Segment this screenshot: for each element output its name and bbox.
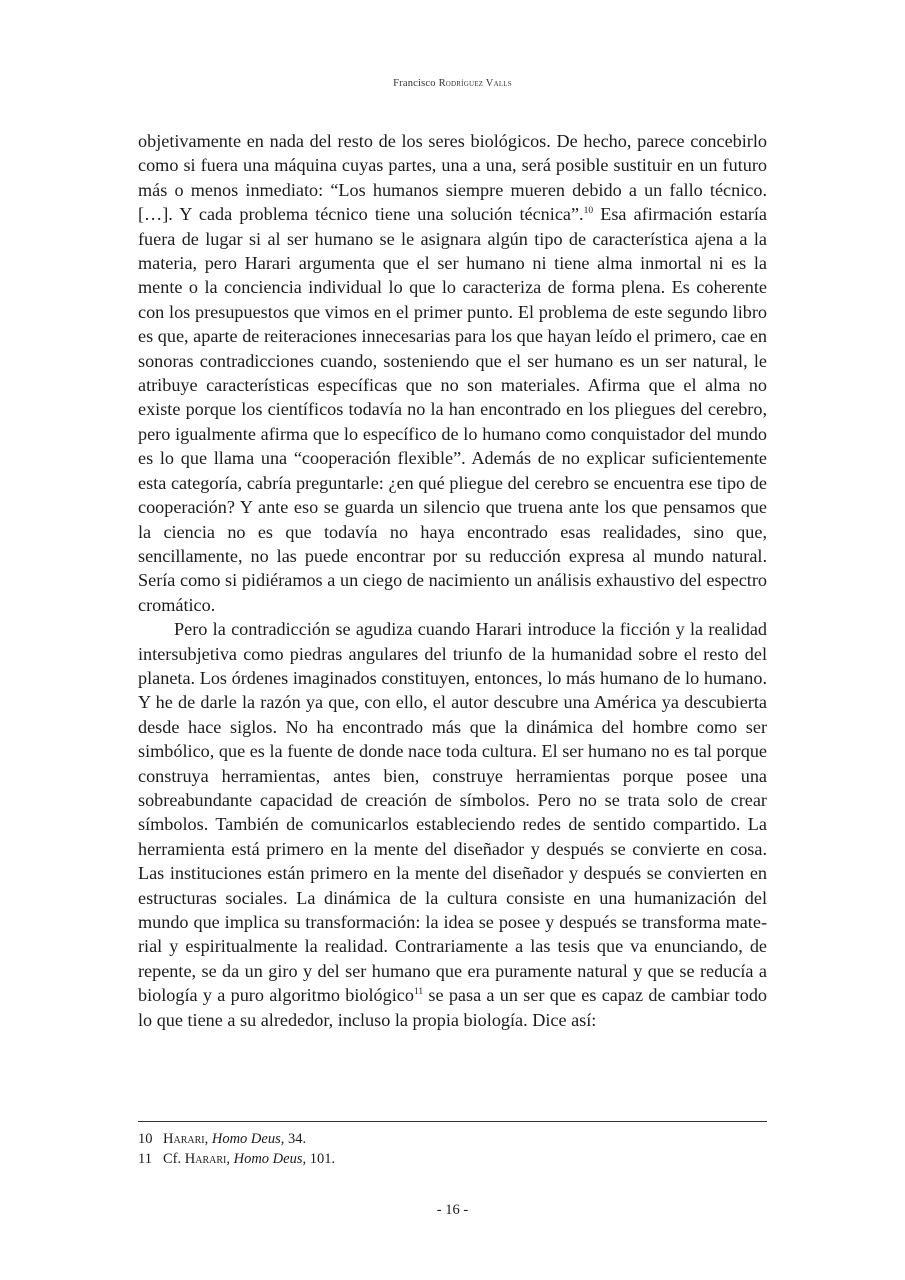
footnote-number: 10 [138, 1131, 153, 1147]
paragraph-2 [138, 617, 767, 1032]
footnote-text [163, 1129, 306, 1149]
footnote-text [163, 1149, 335, 1169]
paragraph-2-text-b: se pasa a un ser que es capaz de cambiar todo lo que tiene a su alrededor, incluso la propia biología. Dice así: [138, 985, 768, 1030]
paragraph-1-text-a: objetivamente en nada del resto de los seres biológicos. De hecho, parece concebirlo como si fuera una máquina cuyas partes, una a una, será posible sustituir en un futuro más o menos inmediato: “Los humanos siempre mueren debido a un fallo técnico. […]. Y cada problema técnico tiene una solución técnica”. [138, 131, 767, 225]
footnote-author: Harari, [184, 1151, 230, 1167]
page-number: - 16 - [436, 1202, 469, 1218]
footnote-page: , 34. [280, 1131, 307, 1147]
footnote-11 [138, 1149, 767, 1169]
footnote-prefix: Cf. [163, 1151, 185, 1167]
paragraph-1 [138, 129, 767, 617]
footnote-author: Harari, [163, 1131, 209, 1147]
body-text [138, 129, 767, 1032]
footnotes [138, 1129, 767, 1169]
footnote-work-title: Homo Deus [233, 1151, 303, 1167]
paragraph-1-text-b: Esa afirmación estaría fuera de lugar si al ser humano se le asignara algún tipo de característica ajena a la materia, pero Harari argumenta que el ser humano ni tiene alma inmortal ni es la mente o la conciencia individual lo que lo caracteriza de forma plena. Es coherente con los presupuestos que vimos en el primer punto. El problema de este segundo libro es que, aparte de reiteraciones innecesarias para los que hayan leído el primero, cae en sonoras contradicciones cuando, sosteniendo que el ser humano es un ser natural, le atribuye características específicas que no son materiales. Afirma que el alma no existe porque los científicos todavía no la han encontrado en los pliegues del cerebro, pero igualmente afirma que lo específico de lo humano como conquistador del mundo es lo que llama una “cooperación flexible”. Además de no explicar suficientemente esta categoría, cabría preguntarle: ¿en qué pliegue del cerebro se encuentra ese tipo de cooperación? Y ante eso se guarda un silencio que truena ante los que pensamos que la ciencia no es que todavía no haya encontrado esas realidades, sino que, sencillamente, no las puede encontrar por su reducción expresa al mundo natural. Sería como si pidiéramos a un ciego de nacimiento un análisis exhaustivo del espectro cromático. [138, 204, 767, 615]
footnote-number: 11 [138, 1151, 152, 1167]
footnote-ref-10[interactable]: 10 [583, 206, 594, 217]
footnote-divider [138, 1121, 767, 1122]
running-head [0, 78, 905, 89]
paragraph-2-text-a: Pero la contradicción se agudiza cuando Harari introduce la ficción y la realidad intersubjetiva como piedras angulares del triunfo de la humanidad sobre el resto del planeta. Los órdenes imaginados constituyen, entonces, lo más humano de lo humano. Y he de darle la razón ya que, con ello, el autor descubre una América ya descubierta desde hace siglos. No ha encontrado más que la dinámica del hombre como ser simbólico, que es la fuente de donde nace toda cultura. El ser humano no es tal porque construya herramientas, antes bien, construye herramientas porque posee una sobreabundante capacidad de creación de símbolos. Pero no se trata solo de crear símbolos. También de comunicarlos estableciendo redes de sentido compartido. La herramienta está primero en la mente del diseñador y después se convierte en cosa. Las instituciones están primero en la mente del diseñador y después se convierten en estructuras sociales. La dinámica de la cultura consiste en una humanización del mundo que implica su transformación: la idea se posee y después se transforma material y espiritualmente la realidad. Contrariamente a las tesis que va enunciando, de repente, se da un giro y del ser humano que era puramente natural y que se reducía a biología y a puro algoritmo biológico [138, 619, 767, 1006]
footnote-ref-11[interactable]: 11 [413, 987, 424, 998]
footnote-work-title: Homo Deus [211, 1131, 281, 1147]
footnote-page: , 101. [302, 1151, 336, 1167]
running-head-first-name: Francisco [393, 78, 436, 89]
footnote-10 [138, 1129, 767, 1149]
running-head-surname: Rodríguez Valls [438, 78, 512, 89]
